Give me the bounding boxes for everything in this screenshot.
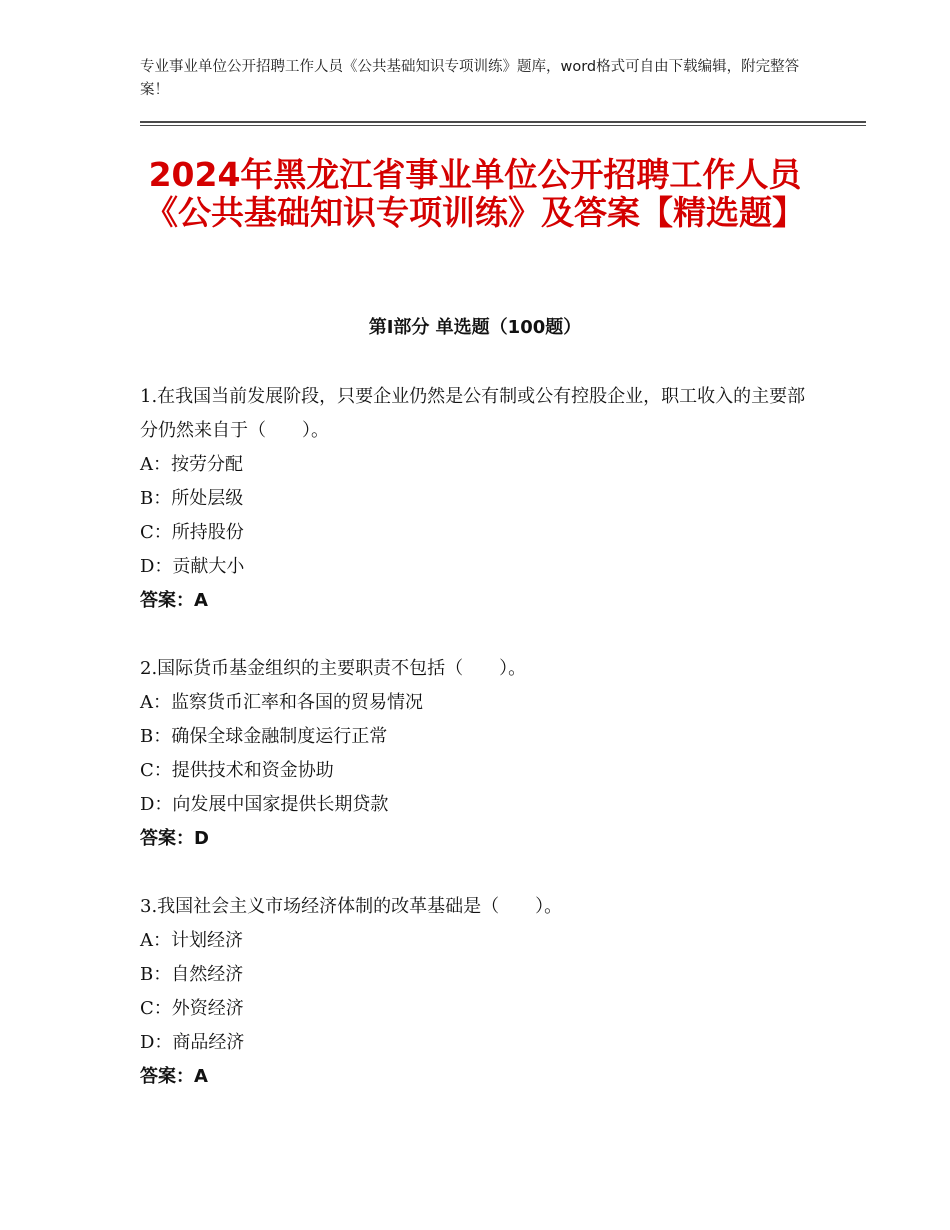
question-2 <box>140 652 820 856</box>
option-b: B：自然经济 <box>140 964 244 985</box>
option-c: C：提供技术和资金协助 <box>140 760 334 781</box>
answer-line: 答案：A <box>140 1066 208 1087</box>
option-a: A：监察货币汇率和各国的贸易情况 <box>140 692 423 713</box>
document-title: 2024年黑龙江省事业单位公开招聘工作人员《公共基础知识专项训练》及答案【精选题】 <box>145 155 805 232</box>
header-rule-thin <box>140 125 866 126</box>
answer-line: 答案：D <box>140 828 209 849</box>
question-1 <box>140 380 820 618</box>
option-a: A：计划经济 <box>140 930 243 951</box>
option-b: B：所处层级 <box>140 488 244 509</box>
section-heading: 第Ⅰ部分 单选题（100题） <box>368 317 582 338</box>
header-note: 专业事业单位公开招聘工作人员《公共基础知识专项训练》题库，word格式可自由下载编辑，附完整答案！ <box>140 59 800 98</box>
question-stem: 2.国际货币基金组织的主要职责不包括（ ）。 <box>140 658 527 679</box>
question-3 <box>140 890 820 1094</box>
option-d: D：向发展中国家提供长期贷款 <box>140 794 389 815</box>
question-stem: 1.在我国当前发展阶段，只要企业仍然是公有制或公有控股企业，职工收入的主要部分仍然来自于（ ）。 <box>140 386 806 441</box>
option-a: A：按劳分配 <box>140 454 243 475</box>
option-c: C：外资经济 <box>140 998 244 1019</box>
question-list <box>140 380 820 1128</box>
option-d: D：贡献大小 <box>140 556 245 577</box>
header-rule <box>140 121 866 123</box>
option-d: D：商品经济 <box>140 1032 245 1053</box>
question-stem: 3.我国社会主义市场经济体制的改革基础是（ ）。 <box>140 896 563 917</box>
option-c: C：所持股份 <box>140 522 244 543</box>
option-b: B：确保全球金融制度运行正常 <box>140 726 388 747</box>
answer-line: 答案：A <box>140 590 208 611</box>
